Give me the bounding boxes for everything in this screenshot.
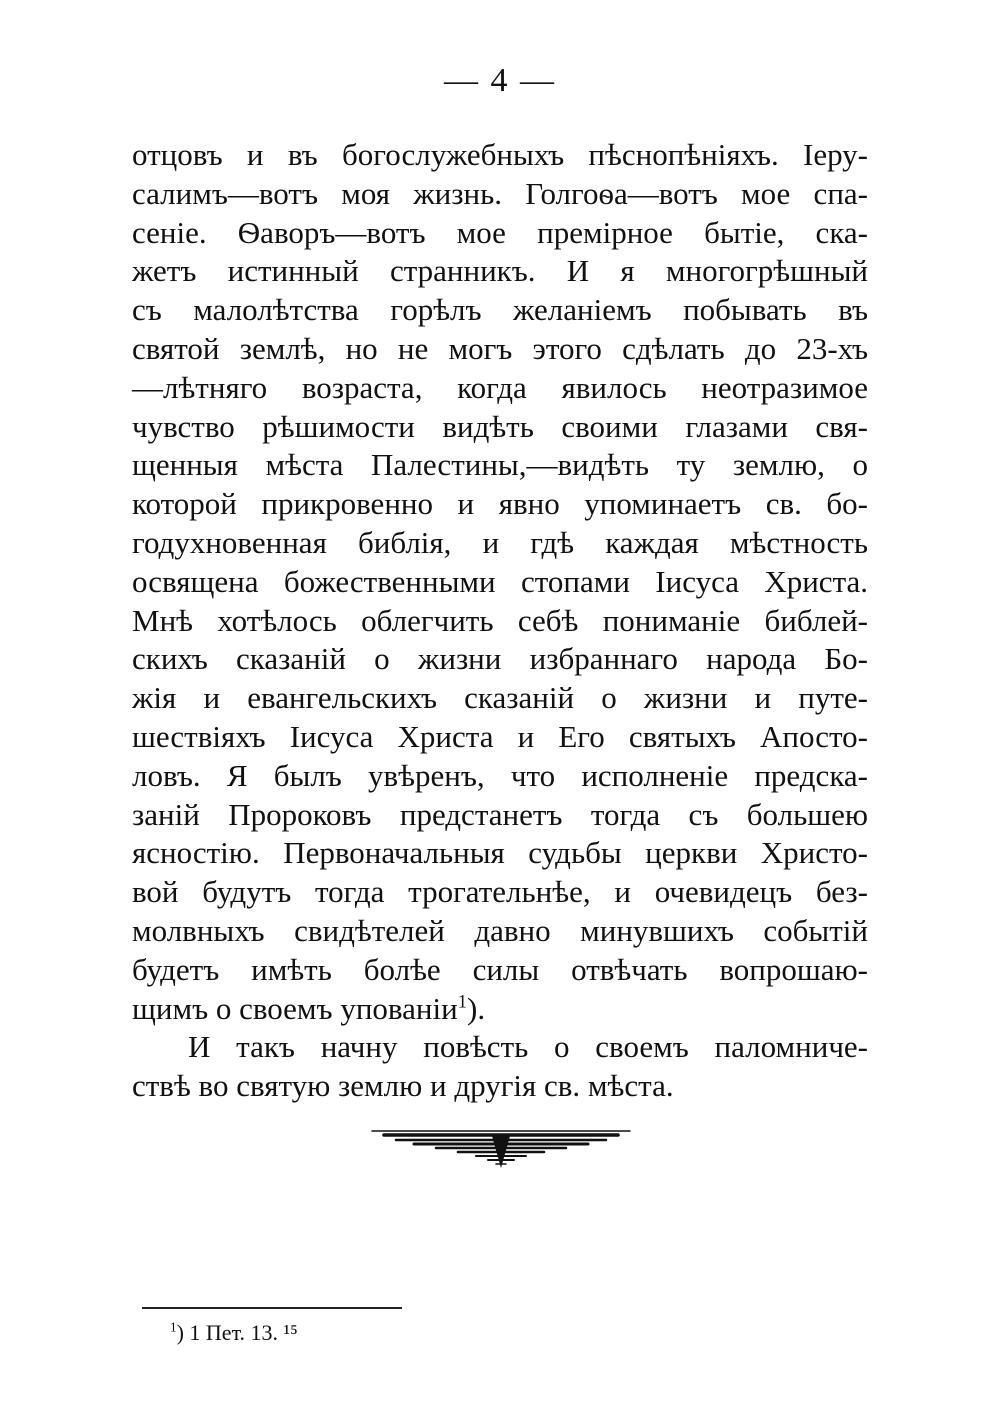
body-text — [132, 136, 868, 1106]
text-line: салимъ—вотъ моя жизнь. Голгоѳа—вотъ мое спа- — [132, 175, 868, 211]
footnote-separator — [142, 1307, 402, 1309]
footnote-reference[interactable]: 1 — [457, 991, 467, 1013]
text-line: Мнѣ хотѣлось облегчить себѣ пониманіе библей- — [132, 602, 868, 638]
text-line: годухновенная библія, и гдѣ каждая мѣстность — [132, 524, 868, 560]
text-line: ясностію. Первоначальныя судьбы церкви Христо- — [132, 835, 868, 871]
text-line: щенныя мѣста Палестины,—видѣть ту землю, о — [132, 447, 868, 483]
text-line: жія и евангельскихъ сказаній о жизни и путе- — [132, 680, 868, 716]
text-line: И такъ начну повѣсть о своемъ паломниче- — [188, 1029, 868, 1065]
text-line: шествіяхъ Іисуса Христа и Его святыхъ Апосто- — [132, 718, 868, 754]
ornament-divider — [370, 1122, 632, 1172]
text-line: будетъ имѣть болѣе силы отвѣчать вопрошаю- — [132, 951, 868, 987]
text-line: —лѣтняго возраста, когда явилось неотразимое — [132, 369, 868, 405]
text-line: чувство рѣшимости видѣть своими глазами свя- — [132, 408, 868, 444]
text-line: отцовъ и въ богослужебныхъ пѣснопѣніяхъ. Іеру- — [132, 137, 868, 172]
text-line: святой землѣ, но не могъ этого сдѣлать до 23-хъ — [132, 330, 868, 366]
paragraph-end-line — [132, 990, 868, 1029]
text-line: заній Пророковъ предстанетъ тогда съ большею — [132, 796, 868, 832]
text-line: молвныхъ свидѣтелей давно минувшихъ событій — [132, 912, 868, 948]
text-line: сеніе. Ѳаворъ—вотъ мое премірное бытіе, ска- — [132, 214, 868, 250]
page-number: — 4 — — [444, 62, 556, 99]
footnote-marker: 1 — [170, 1319, 177, 1335]
text-line: вой будутъ тогда трогательнѣе, и очевидецъ без- — [132, 874, 868, 910]
text-line: которой прикровенно и явно упоминаетъ св. бо- — [132, 486, 868, 522]
paragraph-end-punctuation: ). — [467, 990, 486, 1026]
text-line: жетъ истинный странникъ. И я многогрѣшный — [132, 253, 868, 289]
footnote-text: ) 1 Пет. 13. ¹⁵ — [176, 1320, 298, 1345]
text-line: ствѣ во святую землю и другія св. мѣста. — [132, 1068, 674, 1104]
footnote — [170, 1320, 298, 1346]
paragraph-end-text: щимъ о своемъ упованіи — [132, 990, 458, 1026]
text-line: ловъ. Я былъ увѣренъ, что исполненіе предска- — [132, 757, 868, 793]
text-line: съ малолѣтства горѣлъ желаніемъ побывать въ — [132, 292, 868, 328]
text-line: освящена божественными стопами Іисуса Христа. — [132, 563, 868, 599]
text-line: скихъ сказаній о жизни избраннаго народа Бо- — [132, 641, 868, 677]
